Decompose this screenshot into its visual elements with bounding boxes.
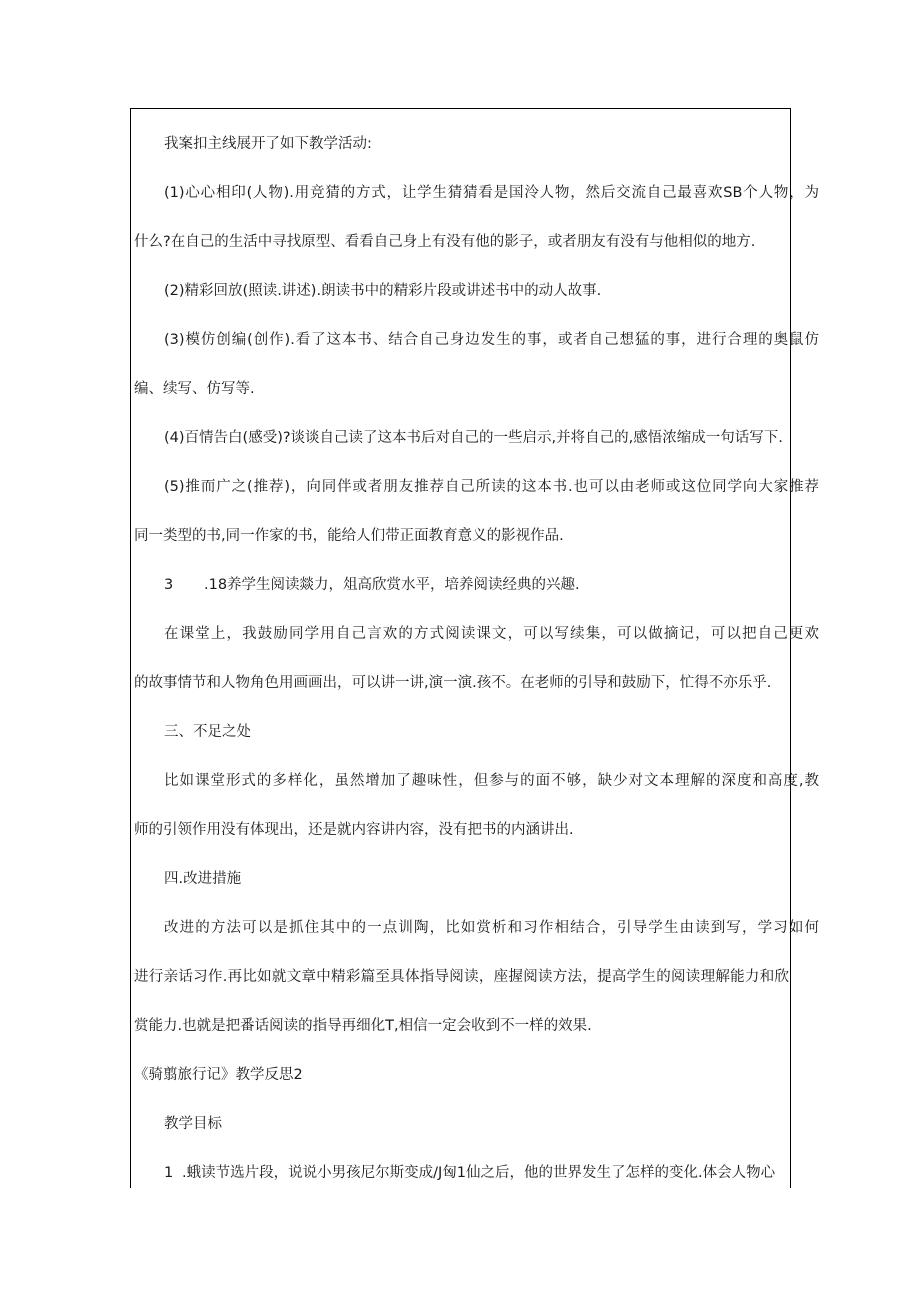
list-number: 3 (164, 577, 174, 593)
paragraph-classroom-line-1: 在课堂上，我鼓励同学用自己言欢的方式阅读课文，可以写续集，可以做摘记，可以把自己更欢 (164, 626, 819, 642)
paragraph-activity-5-line-1: (5)推而广之(推荐)，向同伴或者朋友推荐自己所读的这本书.也可以由老师或这位同学向大家推荐 (164, 479, 819, 495)
paragraph-activity-1-line-2: 什么?在自己的生活中寻找原型、看看自己身上有没有他的影子，或者朋友有没有与他相似的地方. (134, 234, 756, 250)
list-item-text: .蛾读节选片段，说说小男孩尼尔斯变成/J匈1仙之后，他的世界发生了怎样的变化.体会人物心 (182, 1165, 776, 1181)
paragraph-activity-3-line-1: (3)模仿创编(创作).看了这本书、结合自己身边发生的事，或者自己想猛的事，进行合理的奥鼠仿 (164, 332, 819, 348)
paragraph-activity-5-line-2: 同一类型的书,同一作家的书，能给人们带正面教育意义的影视作品. (134, 528, 564, 544)
section-heading-shortcomings: 三、不足之处 (164, 724, 251, 740)
list-item-text: .18养学生阅读燚力，俎高欣赏水平，培养阅读经典的兴趣. (204, 577, 580, 593)
paragraph-improvements-line-3: 赏能力.也就是把番话阅读的指导再细化T,相信一定会收到不一样的效果. (134, 1018, 592, 1034)
paragraph-improvements-line-1: 改进的方法可以是抓住其中的一点训陶，比如赏析和习作相结合，引导学生由读到写，学习如何 (164, 920, 819, 936)
list-number: 1 (164, 1165, 174, 1181)
paragraph-classroom-line-2: 的故事情节和人物角色用画画出，可以讲一讲,演一演.孩不。在老师的引导和鼓励下，忙得不亦乐乎. (134, 675, 772, 691)
section-title-reflection-2: 《骑翦旅行记》教学反思2 (134, 1067, 303, 1083)
paragraph-intro: 我案扣主线展开了如下教学活动: (164, 136, 372, 152)
section-heading-improvements: 四.改进措施 (164, 871, 242, 887)
paragraph-shortcomings-line-2: 师的引领作用没有体现出，还是就内容讲内容，没有把书的内涵讲出. (134, 822, 574, 838)
list-item-3 (134, 576, 819, 594)
section-heading-objectives: 教学目标 (164, 1116, 222, 1132)
list-item-1 (134, 1164, 819, 1182)
paragraph-activity-2: (2)精彩回放(照读.讲述).朗读书中的精彩片段或讲述书中的动人故事. (164, 283, 602, 299)
paragraph-activity-1-line-1: (1)心心相印(人物).用竞猜的方式，让学生猜猜看是国泠人物，然后交流自己最喜欢SB个人物，为 (164, 185, 819, 201)
paragraph-improvements-line-2: 进行亲话习作.再比如就文章中精彩篇至具体指导阅读，座握阅读方法，提高学生的阅读理解能力和欣 (134, 969, 789, 985)
paragraph-activity-4: (4)百情告白(感受)?谈谈自己读了这本书后对自己的一些启示,并将自己的,感悟浓缩成一句话写下. (164, 430, 783, 446)
paragraph-shortcomings-line-1: 比如课堂形式的多样化，虽然增加了趣味性，但参与的面不够，缺少对文本理解的深度和高度,教 (164, 773, 819, 789)
paragraph-activity-3-line-2: 编、续写、仿写等. (134, 381, 255, 397)
